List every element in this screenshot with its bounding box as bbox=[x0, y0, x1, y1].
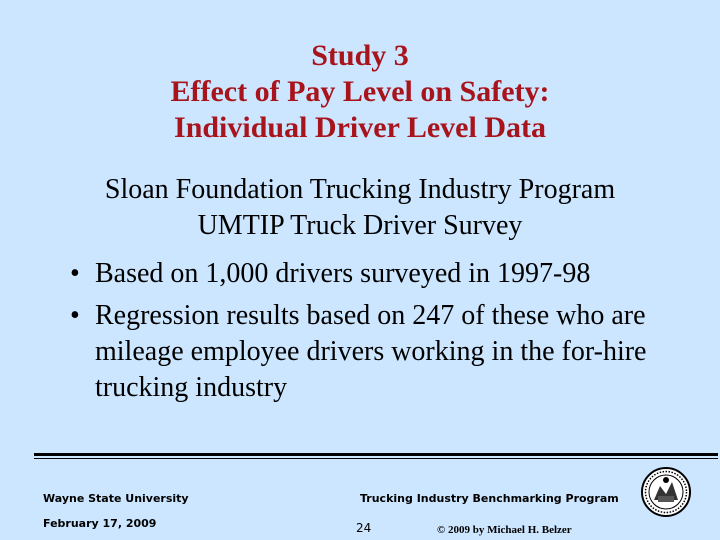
bullet-text: Regression results based on 247 of these who are mileage employee drivers working in the for-hire trucking industry bbox=[95, 300, 647, 403]
bullet-dot-icon: • bbox=[70, 258, 80, 289]
university-seal-icon bbox=[640, 466, 692, 518]
bullet-dot-icon: • bbox=[70, 300, 80, 331]
footer-organization: Wayne State University bbox=[43, 492, 189, 505]
survey-heading-line-2: UMTIP Truck Driver Survey bbox=[197, 210, 523, 241]
bullet-item bbox=[70, 298, 690, 406]
bullet-item bbox=[70, 256, 690, 292]
footer-copyright: © 2009 by Michael H. Belzer bbox=[437, 524, 572, 536]
page-number: 24 bbox=[356, 521, 372, 535]
title-line-2: Effect of Pay Level on Safety: bbox=[170, 75, 550, 108]
slide-title bbox=[0, 38, 720, 146]
survey-heading-line-1: Sloan Foundation Trucking Industry Program bbox=[104, 174, 616, 205]
title-line-3: Individual Driver Level Data bbox=[174, 111, 546, 144]
bullet-text: Based on 1,000 drivers surveyed in 1997-98 bbox=[95, 258, 591, 289]
footer-program: Trucking Industry Benchmarking Program bbox=[360, 492, 619, 505]
footer-divider bbox=[34, 453, 718, 456]
survey-heading bbox=[0, 172, 720, 244]
title-line-1: Study 3 bbox=[311, 39, 409, 72]
footer-date: February 17, 2009 bbox=[43, 517, 157, 530]
footer-divider-thin bbox=[34, 458, 718, 459]
bullet-list bbox=[70, 256, 690, 412]
